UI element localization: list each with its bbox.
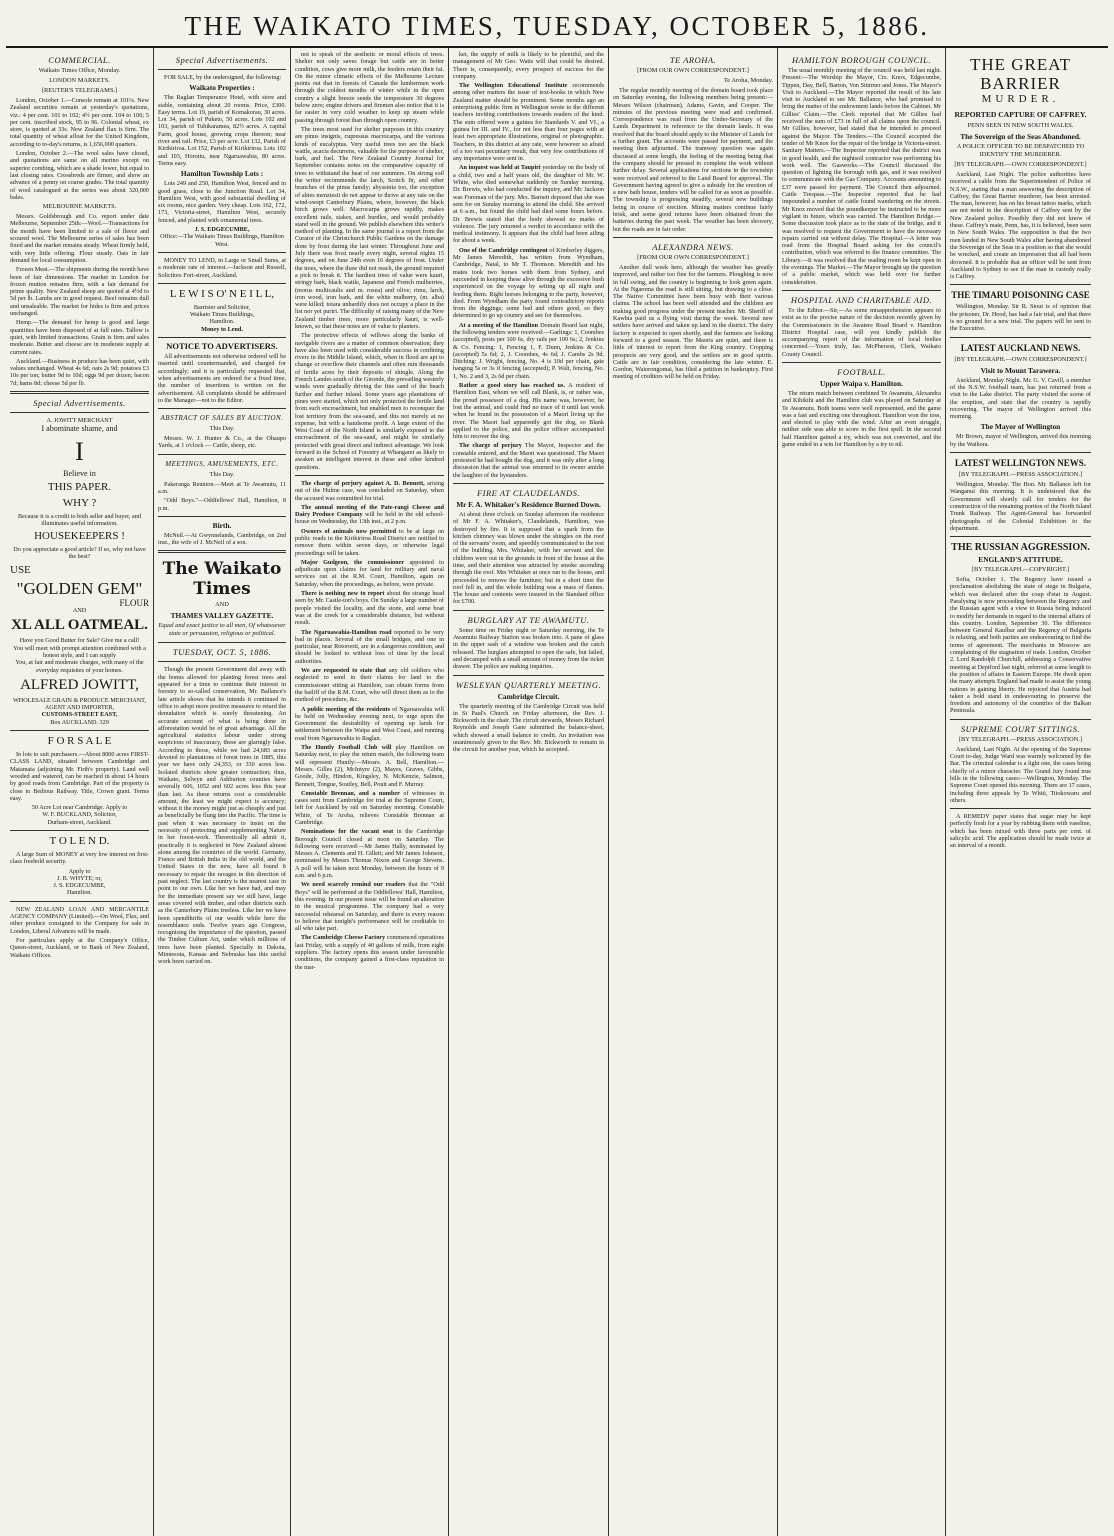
- item-heading: Nominations for the vacant seat: [301, 828, 394, 836]
- abominate-line: I abominate shame, and: [41, 424, 118, 434]
- divider: [10, 412, 149, 413]
- paper-title: The Waikato Times: [162, 559, 282, 600]
- divider: [158, 252, 286, 253]
- caffrey-heading: REPORTED CAPTURE OF CAFFREY.: [954, 110, 1087, 119]
- te-aroha-date: Te Aroha, Monday.: [723, 77, 773, 84]
- item-text: that the "Odd Boys" will be performed at the Oddfellows' Hall, Hamilton, this evening. In our present issue will be found an alteration in the musical programme. The company had a very successful rehearsal on Saturday, and there is every reason to believe that tonight's performance will be creditable to all who take part.: [295, 881, 445, 933]
- editorial-text: Though the present Government did away with the bonus allowed for planting forest trees and appeared for a time to continue their interest in forestry to so-called conservation, Mr. Ballance's late article shows that he intends it continued in office to adopt more positive measures to retard the denudation which is surely threatening. An accurate account of what is being done in afforestation would be of great advantage. All the agricultural statistics labour under strong suspicions of inaccuracy, these are glaringly false. According to those, while we had 24,683 acres devoted to plantations of forest trees in 1885, this year we have only 24,353, or 330 acres less. Isolated districts show greater contraction; thus, Waikato, Selwyn and Ashburton counties have severally 606, 1052 and 602 acres less this year than last. As these returns cost a considerable amount, the least we might expect is accuracy; without it the money might just as cheaply and just as beneficially be flung into the Pacific. The time is past when it was necessary to insist on the necessity of protecting and supplementing Nature in her forest-work. Theoretically all admit it, practically it is neglected in New Zealand almost alone among the countries of the world. Germany, France and British India in the old world, and the United States in the new, have all found it necessary to repair the ravages in this direction of past neglect. The last country is the nearest case in point to our own. Like her we have had, and may for the immediate present say we still have, large areas covered with timber, and other districts such as the Canterbury Plains treeless. Like her we have been spendthrifts of our wealth while here the resemblance ends. Twelve years ago Congress, recognising the importance of the question, passed the Timber Culture Act, under which millions of trees have been planted. Specially in Dakota, Minnesota, Kansas and Nebraska has this useful work been carried on.: [158, 666, 286, 966]
- item-heading: Constable Brennan, and a number: [301, 789, 400, 797]
- tolend-heading: T O L E N D.: [49, 835, 110, 847]
- golden-gem: "GOLDEN GEM": [16, 578, 143, 598]
- burglary-heading: BURGLARY AT TE AWAMUTU.: [467, 614, 590, 625]
- meeting-item: Pakeranga Reunion.—Meet at Te Awamutu, 11 a.m.: [158, 480, 286, 495]
- london-markets-heading: LONDON MARKETS.: [49, 77, 110, 84]
- housekeepers: HOUSEKEEPERS !: [34, 530, 125, 543]
- issue-date: TUESDAY, OCT. 5, 1886.: [172, 647, 272, 658]
- agency-line: [REUTER'S TELEGRAMS.]: [41, 87, 118, 94]
- article-paragraph: London, October 1.—Console remain at 101⅛. New Zealand securities remain at yesterday's quotations, viz.: 4 per cent. 101 to 102; 4½ per cent. 104 to 106; 5 per cent. inscribed stock, 95 to 96. Colonial wheat, ex store, is quoted at 33s. New Zealand flax is firm. The total quantity of wheat afloat for the United Kingdom, according to to-day's returns, is 1,656,000 quarters.: [10, 97, 149, 148]
- forsale-text: In lots to suit purchasers.—About 8000 acres FIRST-CLASS LAND, situated between Cambridge and Matamata (adjoining Mr. Firth's property). Land well wooded and watered, can be reached in about 14 hours by good roads from Cambridge. Part of the property is close to Bedious Railway. Title, Crown grant. Terms easy.: [10, 751, 149, 802]
- article-paragraph: Auckland.—Business in produce has been quiet, with values unchanged. Wheat 4s 6d; oats 2s 9d; potatoes £3 10s per ton; butter 9d to 10d; eggs 9d per dozen; bacon 7d; hams 8d; cheese 5d per lb.: [10, 357, 149, 387]
- item-text: yesterday on the body of a child, two and a half years old, the daughter of Mr. W. White, who died somewhat suddenly on Sunday morning. Dr. Brewis, who had conducted the inquiry, and Mr. Jackson was Foreman of the jury. Mrs. Barnett deposed that she was sent for on Sunday morning to attend the child. She arrived at 6 a.m., but found the child had died some hours before. Dr. Brewis stated that the body showed no marks of violence. The jury returned a verdict in accordance with the medical testimony. It appears that the child had been ailing for about a week.: [453, 164, 605, 245]
- gazette-title: THAMES VALLEY GAZETTE.: [170, 611, 274, 621]
- item-heading: The charge of perjury: [459, 442, 522, 450]
- wesleyan-heading: WESLEYAN QUARTERLY MEETING.: [455, 679, 602, 690]
- box-line: Box AUCKLAND. 329: [50, 718, 109, 726]
- commercial-heading: COMMERCIAL.: [48, 55, 111, 65]
- wellington-tag: [BY TELEGRAPH.—PRESS ASSOCIATION.]: [958, 471, 1083, 479]
- edgecumbe-name: J. S. EDGECUMBE,: [194, 226, 250, 234]
- council-text: The usual monthly meeting of the council was held last night. Present:—The Worship the Mayor, Crs. Knox, Edgecumbe, Tippen, Day, Bell, Barton, Von Stürmer and Jones. The Mayor's Visit to Auckland.—The Mayor reported the result of his late visit to Auckland to see Mr. Ballance, who had promised to bring the matter of the endowment lands before the Cabinet. Mr Gillies' Claim.—The Clerk reported that Mr Gillies had received the sum of £73 in full of all claims upon the council. Mr Gillies, however, had stated that he intended to proceed against the Mayor. The Tenders.—The Council accepted the tender of Mr Knox for the repair of the bridge in Victoria-street. Sanitary Matters.—The Inspector reported that the district was in good health, and the nightsoil contractor was performing his work well. The Gasworks.—The Council discussed the question of lighting the borough with gas, and it was resolved to communicate with the Gas Company. Accounts amounting to £37 were passed for payment. The Council then adjourned. Cattle Trespass.—The Inspector reported that he had impounded a number of cattle found wandering on the streets. Mr Knox moved that the poundkeeper be instructed to be more vigilant in future, which was carried. The Hamilton Bridge.—Some discussion took place as to the state of the bridge, and it was resolved to request the Government to have the necessary repairs carried out without delay. The Hospital.—A letter was read from the Hospital Board asking for the council's contribution, which was referred to the finance committee. The Library.—It was resolved that the reading room be kept open in the evenings. The Market.—The Mayor brought up the question of a public market, which was held over for further consideration.: [782, 67, 941, 286]
- divider: [295, 475, 444, 476]
- item-text: Domain Board last night, the following tenders were received:—Garlings: 1, Coombes (accepted), posts per 100 6s, dry rails per 100 6s; 2, Jenkins & Co. Fencing: 1, Fencing 1, F. Dunn, Jenkins & Co. (accepted) 5s 6d; 2, J. Coombes, 4s 6d; J. Cambs 2s 9d. Ditching: J. Wright, fencing, No. 4 is 10d per chain, gate hanging 5s or 3s if fencing (accepted); P. Walt, fencing, No. 1, No. 2 and 3, 2s 6d per chain.: [453, 321, 604, 380]
- caffrey-sub-3: A POLICE OFFICER TO BE DESPATCHED TO IDENTIFY THE MURDERER.: [956, 143, 1085, 158]
- xl-oatmeal: XL ALL OATMEAL.: [11, 617, 148, 634]
- item-text: of Kimberley diggers, Mr James Meredith, has written from Wyndham, Cambridge, Natal, to Mr T. Thomson. Meredith and his mates took two horses with them from Sydney, and succeeded in keeping these alive through the excessive bush experienced on the voyage by setting up all night and feeding them. Right horses belonging to the party, however, died. From Wyndham the party found contradictory reports from the diggings; some bad and others good, so they determined to go up country and see for themselves.: [453, 246, 604, 320]
- column-6: [778, 48, 946, 1536]
- item-text: The Mayor, Inspector and the constable entered, and the Maori was questioned. The Maori protested he had bought the dog, and it was only after a long discussion that the animal was returned to its owner amidst the laughter of the bystanders.: [453, 442, 604, 479]
- football-subheading: Upper Waipa v. Hamilton.: [820, 378, 903, 388]
- times-buildings-line: Waikato Times Buildings,: [189, 311, 255, 319]
- this-day-label: This Day.: [209, 425, 235, 433]
- divider: [453, 483, 604, 484]
- auckland-text: Auckland, Monday Night. Mr. G. V. Cavill, a member of the N.S.W. football team, has just returned from a visit to the Lake district. The party visited the scene of the eruption, and state that the country is rapidly recovering. The mayor of Wellington arrived this morning.: [950, 376, 1091, 421]
- housekeepers-sub: Do you appreciate a good article? If so, why not have the best?: [13, 546, 146, 561]
- butter-text-3: You, at fair and moderate charges, with many of the everyday requisites of your homes.: [15, 659, 144, 674]
- item-heading: There is nothing new to report: [301, 590, 385, 598]
- timaru-text: Wellington, Monday. Sir R. Stout is of opinion that the prisoner, Dr. Hood, has had a fair trial, and that there is no ground for a new trial. The papers will be sent to the Executive.: [950, 303, 1091, 333]
- column-3: [291, 48, 449, 1536]
- article-paragraph: Hemp.—The demand for hemp is good and large quantities have been disposed of at full rates. Tallow is quiet, with limited transactions. Grain is firm and sales moderate. Butter and cheese are in moderate supply at current rates.: [10, 319, 149, 356]
- hospital-heading: HOSPITAL AND CHARITABLE AID.: [790, 294, 933, 305]
- item-heading: The Ngaruawahia-Hamilton road: [301, 628, 392, 636]
- article-paragraph: not to speak of the aesthetic or moral effects of trees. Shelter not only saves forage but cattle are in better condition, cows give more milk, the feeders retain their fat. On the minor climatic effects of the Melbourne Lecture points out that in forests of Canada the lumbermen work through the coldest months of winter while in the open country a slight breeze sends the temperature 30 degrees below zero; engine drivers and firemen also notice that it is far easier in very cold weather to keep up steam while passing through forest than through open country.: [295, 51, 444, 124]
- item-heading: At a meeting of the Hamilton: [459, 321, 539, 329]
- item-heading: We need scarcely remind our readers: [301, 881, 406, 889]
- divider: [158, 69, 286, 70]
- fire-subheading: Mr F. A. Whitaker's Residence Burned Down.: [456, 499, 601, 509]
- divider: [158, 337, 286, 338]
- oneill-name: L E W I S O' N E I L L,: [169, 287, 275, 300]
- money-to-lend-ad: MONEY TO LEND, in Large or Small Sums, at a moderate rate of interest.—Jackson and Russell, Solicitors Fort-street, Auckland.: [158, 256, 286, 279]
- item-heading: The Wellington Educational Institute: [459, 82, 568, 90]
- murder-heading: THE GREAT BARRIER: [969, 55, 1072, 93]
- divider: [453, 610, 604, 611]
- divider: [158, 454, 286, 455]
- special-ads-heading-2: Special Advertisements.: [175, 55, 269, 65]
- item-heading: An inquest was held at Taupiri: [459, 164, 541, 172]
- big-i: I: [75, 437, 84, 467]
- supreme-text: Auckland, Last Night. At the opening of the Supreme Court to-day, Judge Ward was warmly welcomed by the Bar. The criminal calendar is a light one, the cases being chiefly of a minor character. The Grand Jury found true bills in the following cases:—Wellington, Monday. The Supreme Court opened this morning. There are 17 cases, including three appeals by Te Whiti, Titokowaru and others.: [950, 745, 1091, 804]
- divider: [782, 362, 941, 363]
- divider: [453, 675, 604, 676]
- divider: [10, 391, 149, 394]
- and-label-2: AND: [215, 601, 229, 609]
- customs-line: CUSTOMS-STREET EAST,: [41, 711, 118, 719]
- russian-tag: [BY TELEGRAPH.—COPYRIGHT.]: [971, 566, 1070, 574]
- item-heading: The Huntly Football Club will: [301, 744, 392, 752]
- buckland-line: W. F. BUCKLAND, Solicitor,: [42, 811, 117, 819]
- council-heading: HAMILTON BOROUGH COUNCIL.: [792, 55, 931, 65]
- item-heading: One of the Cambridge contingent: [459, 246, 548, 254]
- lots-list: Lots 249 and 250, Hamilton West, fenced and in good grass, close to the Junction Road. Lot 34, Hamilton West, with good substantial dwelling of six rooms, nice garden. Very cheap. Lots 162, 172, 173, Victoria-street, Hamilton West, securely fenced, and planted with ornamental trees.: [158, 180, 286, 224]
- item-heading: Rather a good story has reached us.: [459, 382, 565, 390]
- birth-heading: Birth.: [212, 520, 232, 530]
- item-heading: Major Gudgeon, the commissioner: [301, 558, 405, 566]
- burglary-text: Some time on Friday night or Saturday morning, the Te Awamutu Railway Station was broken into. A pane of glass in the upper sash of a window was broken and the catch released. The burglars attempted to open the safe, but failed, and decamped with a small amount of money from the ticket drawer. The police are making inquiries.: [453, 626, 604, 671]
- divider: [782, 290, 941, 291]
- item-text: appointed to adjudicate upon claims for land for military and naval services out at the R.M. Court, Hamilton, again on Saturday, when the proceedings, as before, were private.: [295, 558, 444, 588]
- auckland-subheading: Visit to Mount Tarawera.: [980, 365, 1061, 375]
- column-4: [449, 48, 609, 1536]
- nz-loan-text: NEW ZEALAND LOAN AND MERCANTILE AGENCY COMPANY (Limited).—On Wool, Flax, and other produce consigned to the Company for sale in London, Liberal Advances will be made.: [10, 905, 149, 935]
- russian-text: Sofia, October 1. The Regency have issued a proclamation abolishing the state of siege in Bulgaria, which was declared after the coup d'etat in August. Paralysing is now proceeding between the Regency and the Russian agent with a view to Russia being induced to modify her demands in regard to the internal affairs of this country. London, September 30. The difference between General Kaulbar and the Regency of Bulgaria is relaxing, and both parties are endeavouring to find the terms of agreement. The merchants in Moscow are complaining of the stagnation of trade. London, October 2. Lord Randolph Churchill, addressing a Conservative meeting at Deptford last night, referred at some length to the position of affairs in Eastern Europe. He dwelt upon the many attempts England had made to assist the young nations in gaining liberty. He rejoiced that Austria had taken a bold stand in endeavouring to preserve the freedom and autonomy of the countries of the Balkan Peninsula.: [950, 576, 1091, 715]
- item-heading: The Cambridge Cheese Factory: [301, 934, 386, 942]
- edgecumbe-office: Office:—The Waikato Times Buildings, Hamilton West.: [160, 233, 284, 248]
- special-ads-heading: Special Advertisements.: [33, 397, 126, 408]
- column-1: [6, 48, 154, 1536]
- wholesale-line: WHOLESALE GRAIN & PRODUCE MERCHANT,: [12, 696, 147, 704]
- meetings-heading: MEETINGS, AMUSEMENTS, ETC.: [165, 459, 279, 468]
- columns: [6, 48, 1108, 1536]
- alexandra-text: Another dull week here, although the weather has greatly improved, and rather too fine for the farmers. Ploughing is now in full swing, and the country is beginning to look green again. At the Ngaroma the road is still sitting, but drawing to a close. The Native Committee have been busy with their various claims. The school has been well attended and the children are making good progress under the present teacher. Mr. Sheriff of Kawhia paid us a flying visit during the week. Several new settlers have arrived and taken up land in the district. The dairy factory is expected to open shortly, and the farmers are looking forward to a good season. The Maoris are quiet, and there is little of interest to report from the King country. Cropping prospects are very good, and the settlers are in good spirits. Cattle are in fair condition, considering the late winter. E. Gordon, Waiorongomai, has filed a petition in bankruptcy. First meeting of creditors will be held on Friday.: [613, 263, 773, 381]
- flour-label: FLOUR: [119, 597, 149, 608]
- te-aroha-heading: TE AROHA.: [669, 55, 717, 65]
- article-paragraph: Messrs. Goldsbrough and Co. report under date Melbourne, September 25th:—Wool.—Transactions for the month have been limited to a sale of fleece and scoured wool. The Melbourne series of sales has been fixed and the market remains steady. Wheat firmly held, with very little offering. Flour steady. Oats in fair demand for local consumption.: [10, 213, 149, 264]
- caffrey-sub-1: PENN SEEN IN NEW SOUTH WALES.: [967, 122, 1074, 129]
- russian-heading: THE RUSSIAN AGGRESSION.: [951, 542, 1090, 554]
- football-text: The return match between combined Te Awamutu, Alexandra and Kihikihi and the Hamilton club was played on Saturday at Te Awamutu. Both teams were well represented, and the game was a fast and exciting one throughout. Hamilton won the toss, and elected to play with the wind. After an even struggle, neither side was able to score in the first spell. In the second half Hamilton gained a try, which was not converted, and the game ended in a win for Hamilton by a try to nil.: [782, 389, 941, 449]
- why-text: Because it is a credit to both seller and buyer, and illuminates useful information.: [18, 512, 141, 527]
- auckland-news-heading: LATEST AUCKLAND NEWS.: [960, 342, 1081, 353]
- forsale-heading: F O R S A L E: [47, 735, 112, 748]
- this-day-label-2: This Day.: [209, 470, 235, 478]
- divider: [158, 283, 286, 284]
- item-text: any old soldiers who neglected to send in their claims for land to the commissioner sitting at Hamilton, can obtain forms from the bailiff of the R.M. Court, who will direct them as to the method of procedure, &c.: [295, 667, 444, 704]
- divider: [158, 516, 286, 517]
- motto: Equal and exact justice to all men, Of whatsoever state or persuasion, religious or political.: [158, 622, 286, 638]
- alfred-jowitt: ALFRED JOWITT,: [20, 676, 139, 693]
- item-text: of Ngaruawahia will be held on Wednesday evening next, to urge upon the Government the desirability of opening up lands for settlement between the Waipa and West Coast, and running road from Ngaruawahia to Raglan.: [295, 705, 444, 742]
- abstract-heading: ABSTRACT OF SALES BY AUCTION.: [160, 414, 284, 423]
- agent-line: AGENT AND IMPORTER,: [44, 704, 115, 712]
- column-5: [609, 48, 778, 1536]
- butter-text-2: You will meet with prompt attention combined with a honest style, and I can supply: [13, 644, 146, 659]
- alexandra-heading: ALEXANDRA NEWS.: [652, 241, 734, 252]
- notice-heading: NOTICE TO ADVERTISERS.: [166, 341, 278, 352]
- article-paragraph: The protective effects of willows along the banks of navigable rivers are a matter of common observation; they have also been used with considerable success in confining rivers in the Middle Island, which, when in flood are apt to change or overflow their channels and often ruin thousands of fertile acres by their deposits of shingle. Along the French Landes south of the Gironde, the prevailing westerly winds were gradually driving the fine sand of the beach further and further inland. Some years ago plantations of pines were started, which not only protected the fertile land from such encroachment, but enabled men to reconquer the lost territory from the sea-sand, and this not merely at no expense, but with a handsome profit. A large extent of the West Coast of the North Island is similarly exposed to the encroachment of the sea-sand, and might be similarly protected with great direct and indirect advantage. We look forward to the School of Forestry at Whangarei as likely to awaken an intelligent interest in these and other kindred questions.: [295, 332, 444, 471]
- masthead: [6, 8, 1108, 48]
- te-aroha-sub: [FROM OUR OWN CORRESPONDENT.]: [637, 67, 749, 74]
- column-2: [154, 48, 291, 1536]
- caffrey-sub-2: The Sovereign of the Seas Abandoned.: [960, 132, 1081, 141]
- russian-subheading: ENGLAND'S ATTITUDE.: [978, 555, 1063, 565]
- hospital-text: To the Editor.—Sir,—As some misapprehension appears to exist as to the precise nature of the decision recently given by the Commissioners in the Awatere Road Board v. Hamilton District Hospital case, will you kindly publish the accompanying report of the information of local bodies concerned.—Yours truly, Jas. McPherson, Clerk, Waikato County Council.: [782, 306, 941, 358]
- item-heading: Owners of animals now permitted: [301, 527, 397, 535]
- durham-line: Durham-street, Auckland.: [47, 818, 112, 826]
- divider: [613, 237, 773, 238]
- divider: [158, 408, 286, 409]
- wesleyan-subheading: Cambridge Circuit.: [497, 691, 560, 701]
- caffrey-tag: [BY TELEGRAPH.—OWN CORRESPONDENT.]: [954, 161, 1087, 168]
- hamilton-line: Hamilton.: [67, 889, 92, 897]
- divider: [950, 536, 1091, 537]
- football-heading: FOOTBALL.: [837, 366, 886, 377]
- divider: [950, 337, 1091, 338]
- column-7: [946, 48, 1095, 1536]
- nz-loan-text-2: For particulars apply at the Company's Office, Queen-street, Auckland, or to Bank of New Zealand, Waikato Offices.: [10, 936, 149, 959]
- divider: [950, 719, 1091, 720]
- ham-line: Hamilton.: [209, 318, 235, 326]
- divider: [158, 642, 286, 643]
- wesleyan-text: The quarterly meeting of the Cambridge Circuit was held in St Paul's Church on Friday afternoon, the Rev. J. Bickworth in the chair. The circuit stewards, Messrs Richard Reynolds and Joseph Gane submitted the balance-sheet, which showed a small balance to credit. An invitation was unanimously given to the Rev. Mr. Bickworth to remain in the circuit for another year, which he accepted.: [453, 702, 604, 754]
- fire-heading: FIRE AT CLAUDELANDS.: [476, 487, 581, 498]
- supreme-heading: SUPREME COURT SITTINGS.: [960, 723, 1081, 734]
- divider: [950, 284, 1091, 285]
- wellington-news-heading: LATEST WELLINGTON NEWS.: [954, 458, 1087, 469]
- and-label: AND: [72, 607, 87, 615]
- timaru-heading: THE TIMARU POISONING CASE: [951, 290, 1090, 301]
- fifty-acre-line: 50 Acre Lot near Cambridge. Apply to: [31, 804, 128, 812]
- item-text: will be held in the old school-house on Wednesday, the 13th inst., at 2 p.m.: [295, 511, 444, 526]
- apply-line: Apply to: [68, 867, 91, 875]
- article-paragraph: Frozen Meat.—The shipments during the month have been of fair dimensions. The market in London for frozen mutton remains firm, with a fair demand for prime quality. New Zealand sheep are quoted at 4½d to 5d per lb. Lambs are in good request. Beef remains dull and unsaleable. The market for hides is firm and prices unchanged.: [10, 266, 149, 318]
- item-text: in the Cambridge Borough Council closed at noon on Saturday. The following were received:—Mr James Hally, nominated by Messrs A. Clements and H. Gillett; and Mr James Johnson, nominated by Messrs Thomas Nixon and George Stevens. A poll will be taken next Monday, between the hours of 9 a.m. and 6 p.m.: [295, 828, 444, 880]
- notice-text: All advertisements not otherwise ordered will be inserted until countermanded, and charged for accordingly; and it is particularly requested that, when advertisements are ordered for a fixed time, the number of insertions is written on the advertisement. All complaints should be addressed to the Manager—not to the Editor.: [158, 353, 286, 404]
- caffrey-text: Auckland, Last Night. The police authorities have received a cable from the Superintendent of Police of N.S.W., stating that a man answering the description of Caffrey, the Great Barrier murderer, has been arrested. The man, however, has on his breast tattoo marks, which are not noted in the description of Caffrey sent by the New Zealand police. Possibly they did not know of these. Caffrey's mate, Penn, has, it is believed, been seen in New South Wales. The supposition is that the two men landed in New South Wales after having abandoned the Sovereign of the Seas in a position so that she would be wrecked, and create an impression that all had been drowned. It is probable that an officer will be sent from Auckland to Sydney to see if the man in custody really is Caffrey.: [950, 171, 1091, 281]
- whyte-line: J. B. WHYTE; or,: [57, 874, 102, 882]
- auckland-tag: [BY TELEGRAPH.—OWN CORRESPONDENT.]: [954, 355, 1087, 363]
- item-text: recommends among other matters the issue of text-books in which New Zealand matter should be prominent. Some months ago an enterprising public firm in Wellington wrote to the different teachers inviting contributions towards readers of the kind. The sum offered were a guinea for Standards V. and VI., a guinea for III. and IV., for not less than four pages with at least two appropriate illustrations, original or photographic. Teachers, in this district at any rate, were however so afraid of a too vast pecuniary result, that very few contributions of any importance were sent in.: [453, 82, 605, 163]
- forsale-intro: FOR SALE, by the undersigned, the following:: [164, 74, 282, 81]
- this-paper: THIS PAPER.: [47, 480, 112, 493]
- item-heading: The charge of perjury against A. D. Bennett,: [301, 479, 425, 487]
- waikato-properties-heading: Waikato Properties :: [189, 83, 255, 93]
- item-text: reported to be very bad in places. Several of the small bridges, and one in particular, near Rotorooti, are in a dangerous condition, and should be looked to without loss of time by the local authorities.: [295, 628, 445, 665]
- remedy-ad: A REMEDY paper states that sugar may be kept perfectly fresh for a year by rubbing them with vaseline, which has been mixed with three parts per cent. of salicylic acid. The application should be made twice at an interval of a month.: [950, 813, 1091, 850]
- item-text: play Hamilton on Saturday next, to play the return match, the following team will represent Huntly:—Messrs. A. Bell, Hamilton.—Messrs. Gilles (2), McIntyre (2), Mayes, Graves, Gibbs, Goode, Jolly, Hindon, Kingsley, N. McKenzie, Salmon, Bennett, Tongue, Soutley, Bell, Pouit and F. Murray.: [295, 744, 444, 788]
- item-text: A resident of Hamilton East, whom we will call Blank, is, or rather was, the proud possessor of a dog. His name was, however, he lost the animal, and could find no trace of it until last week when he found in the possession of a Maori living up the river. The Maori had apparently got the dog, so Blank applied to the police, and the police officer accompanied him to recover the dog.: [453, 382, 604, 441]
- alexandra-sub: [FROM OUR OWN CORRESPONDENT.]: [637, 253, 749, 261]
- item-text: to be at large on public roads in the Kirikiriroa Road District are notified to remove them within seven days, or otherwise legal proceedings will be taken.: [295, 527, 445, 557]
- money-lend-line: Money to Lend.: [201, 325, 243, 333]
- township-lots-heading: Hamilton Township Lots :: [180, 169, 264, 179]
- sale-item: Messrs. W. J. Hunter & Co., at the Ohaupo Yards, at 1 o'clock — Cattle, sheep, etc.: [158, 435, 286, 450]
- birth-text: McNeil.—At Gwynnelands, Cambridge, on 2nd inst., the wife of J. McNeil of a son.: [158, 531, 286, 547]
- masthead-title: THE WAIKATO TIMES, TUESDAY, OCTOBER 5, 1886.: [184, 11, 930, 41]
- divider: [950, 808, 1091, 809]
- barrister-line: Barrister and Solicitor,: [193, 303, 251, 311]
- properties-list: The Raglan Temperance Hotel, with store and stable, containing about 20 rooms. Price, £300. Easy terms. Lot 19, parish of Komakorau, 30 acres. Lot 34, parish of Puketo, 50 acres. Lots 102 and 103, parish of Tuhikaramea, 82½ acres. A capital Farm, good house, growing crops thereon; near river and rail. Price, £3 per acre. Lot 132, Parish of Kirikiriroa. Lot 152, Parish of Kirikiriroa. Lots 102 and 103, Horotiu, near Ngaruawahia, 80 acres. Terms easy.: [158, 94, 286, 167]
- melbourne-heading: MELBOURNE MARKETS.: [42, 203, 117, 211]
- believe-line: Believe in: [63, 469, 96, 479]
- butter-text: Have you Good Butter for Sale? Give me a call!: [19, 637, 140, 645]
- item-heading: The annual meeting of the Pate-rangi Cheese and Dairy Produce Company: [295, 503, 444, 519]
- fire-text: At about three o'clock on Sunday afternoon the residence of Mr F. A. Whitaker's, Claudelands, Hamilton, was destroyed by fire. It is supposed that a spark from the kitchen chimney was blown under the shingles on the roof of the servants' room, and speedily communicated to the rest of the building. Mrs. Whitaker, with her servant and the children were out in the grounds in front of the house at the time, and their attention was attracted by smoke ascending through the roof. Mrs Whitaker at once ran to the house, and proceeded to remove the furniture; but in a short time the roof fell in, and the whole building was a mass of flames. The house and contents were insured in the Standard office for £700.: [453, 510, 604, 606]
- divider: [158, 550, 286, 553]
- use-label: USE: [10, 563, 31, 576]
- mayor-text: Mr Brown, mayor of Wellington, arrived this morning by the Waihora.: [950, 433, 1091, 448]
- divider: [10, 830, 149, 831]
- supreme-tag: [BY TELEGRAPH.—PRESS ASSOCIATION.]: [958, 735, 1083, 743]
- article-paragraph: The trees most used for shelter purposes in this country are pinus insignis, cupressus macrocarpa, and the various kinds of eucalyptus. Very useful trees too are the black wattle, acacia decurrens, valuable for the purpose of shelter, bark, and fuel. The New Zealand Country Journal for September contains notes on the comparative capacity of trees to withstand the heat of our summers. On strong soil the writer recommends the larch, Scotch fir, and other branches of the pinus family; abyssinia too, the exception of abies menziesii do not appear to thrive at any rate on the wind-swept Canterbury Plains, where, however, the black birch grows well. Macrocarpa grows rapidly, makes excellent rails, stakes, and hurdles, and would probably stand well in the ground. We publish elsewhere this writer's method of planting. In the same journal is a report from the Curator of the Christchurch Public Gardens on the damage done by frost during the last winter. Throughout June and July there was frost nearly every night, several nights 15 degrees, and on June 24th even 16 degrees of frost. Under the trees, where the thaw did not reach, the ground required a pick to break it. The hardiest trees of value were kauri, stringy bark, black wattle, Japanese and French mulberries, (morus multicaulis and m. rosea) and olive; rimu, larch, iron wood, iron bark, and the white mulberry, (m. alba) were killed; totara unhardily does not occupy a place in the list nor yet puriri. The difficulty of raising many of the New Zealand timber trees, more particularly kauri, is well-known, so that these notes are of value to planters.: [295, 125, 444, 330]
- tolend-text: A large Sum of MONEY at very low interest on first-class freehold security.: [10, 851, 149, 866]
- item-text: commenced operations last Friday, with a supply of 40 gallons of milk, from eight suppliers. The factory opens this season under favourable conditions, the company gained a first-class reputation in the mar-: [295, 934, 445, 971]
- divider: [950, 452, 1091, 453]
- article-paragraph: ket, the supply of milk is likely to be plentiful, and the management of Mr Geo. Watts will that could be desired. There is, consequently, every prospect of success for the company.: [453, 51, 604, 80]
- article-paragraph: London, October 2.—The wool sales have closed, and quotations are same on all merino except on superior combing, which are a shade lower, but equal to last closing rates. Crossbreds are firmer, and show an advance of a penny on coarse grades. The total quantity of wool catalogued at the series was about 320,000 bales.: [10, 150, 149, 201]
- item-text: of witnesses in cases sent from Cambridge for trial at the Supreme Court, left for Auckland by rail on Saturday morning. Constable White, of Te Aroha, relieves Constable Brennan at Cambridge.: [295, 789, 445, 826]
- item-text: about the strange head seen by Mr. Castle-ton's boys. On Sunday a large number of people visited the locality, and the stone, and some boat was at the creek for a considerable distance, but without result.: [295, 590, 445, 627]
- divider: [10, 730, 149, 731]
- wellington-text: Wellington, Monday. The Hon. Mr. Ballance left for Wanganui this morning. It is understood that the Government will shortly call for tenders for the construction of the remaining portion of the North Island Trunk Railway. The Agent-General has forwarded photographs of the Colonial Exhibition to the department.: [950, 481, 1091, 532]
- murder-subheading: MURDER.: [981, 93, 1060, 105]
- item-text: arising out of the Hulme case, was concluded on Saturday, when the accused was committed for trial.: [295, 479, 445, 502]
- item-heading: A public meeting of the residents: [301, 705, 390, 713]
- why: WHY ?: [62, 496, 97, 509]
- divider: [158, 661, 286, 662]
- edgecumbe-line: J. S. EDGECUMBE,: [53, 882, 106, 890]
- item-heading: We are requested to state that: [301, 667, 386, 675]
- jowitt-line: A. JOWITT MERCHANT: [46, 416, 113, 424]
- mayor-heading: The Mayor of Wellington: [980, 422, 1061, 432]
- office-line: Waikato Times Office, Monday.: [38, 67, 121, 74]
- meeting-item: "Odd Boys."—Oddfellows' Hall, Hamilton, 8 p.m.: [158, 497, 286, 512]
- te-aroha-text: The regular monthly meeting of the domain board took place on Saturday evening, the following members being present:—Messrs Wilson (chairman), Adams, Gavin, and Cooper. The minutes of the previous meeting were read and confirmed. Correspondence was read from the Under-Secretary of the Lands Department in reference to the domain lands. It was resolved that the board should apply to the Minister of Lands for a further grant. The accounts were passed for payment, and the meeting then adjourned. The tramway question was again discussed at some length, the feeling of the meeting being that the company should be pressed to complete the work without further delay. Several applications for sections in the township were received and referred to the Land Board for approval. The Government having agreed to give a subsidy for the erection of a new bath house, tenders will be called for as soon as possible. The township is progressing steadily, several new buildings being in course of erection. Mining matters continue fairly brisk, and some good returns have been obtained from the batteries during the past week. The weather has been showery, but the roads are in fair order.: [613, 87, 773, 233]
- divider: [10, 901, 149, 902]
